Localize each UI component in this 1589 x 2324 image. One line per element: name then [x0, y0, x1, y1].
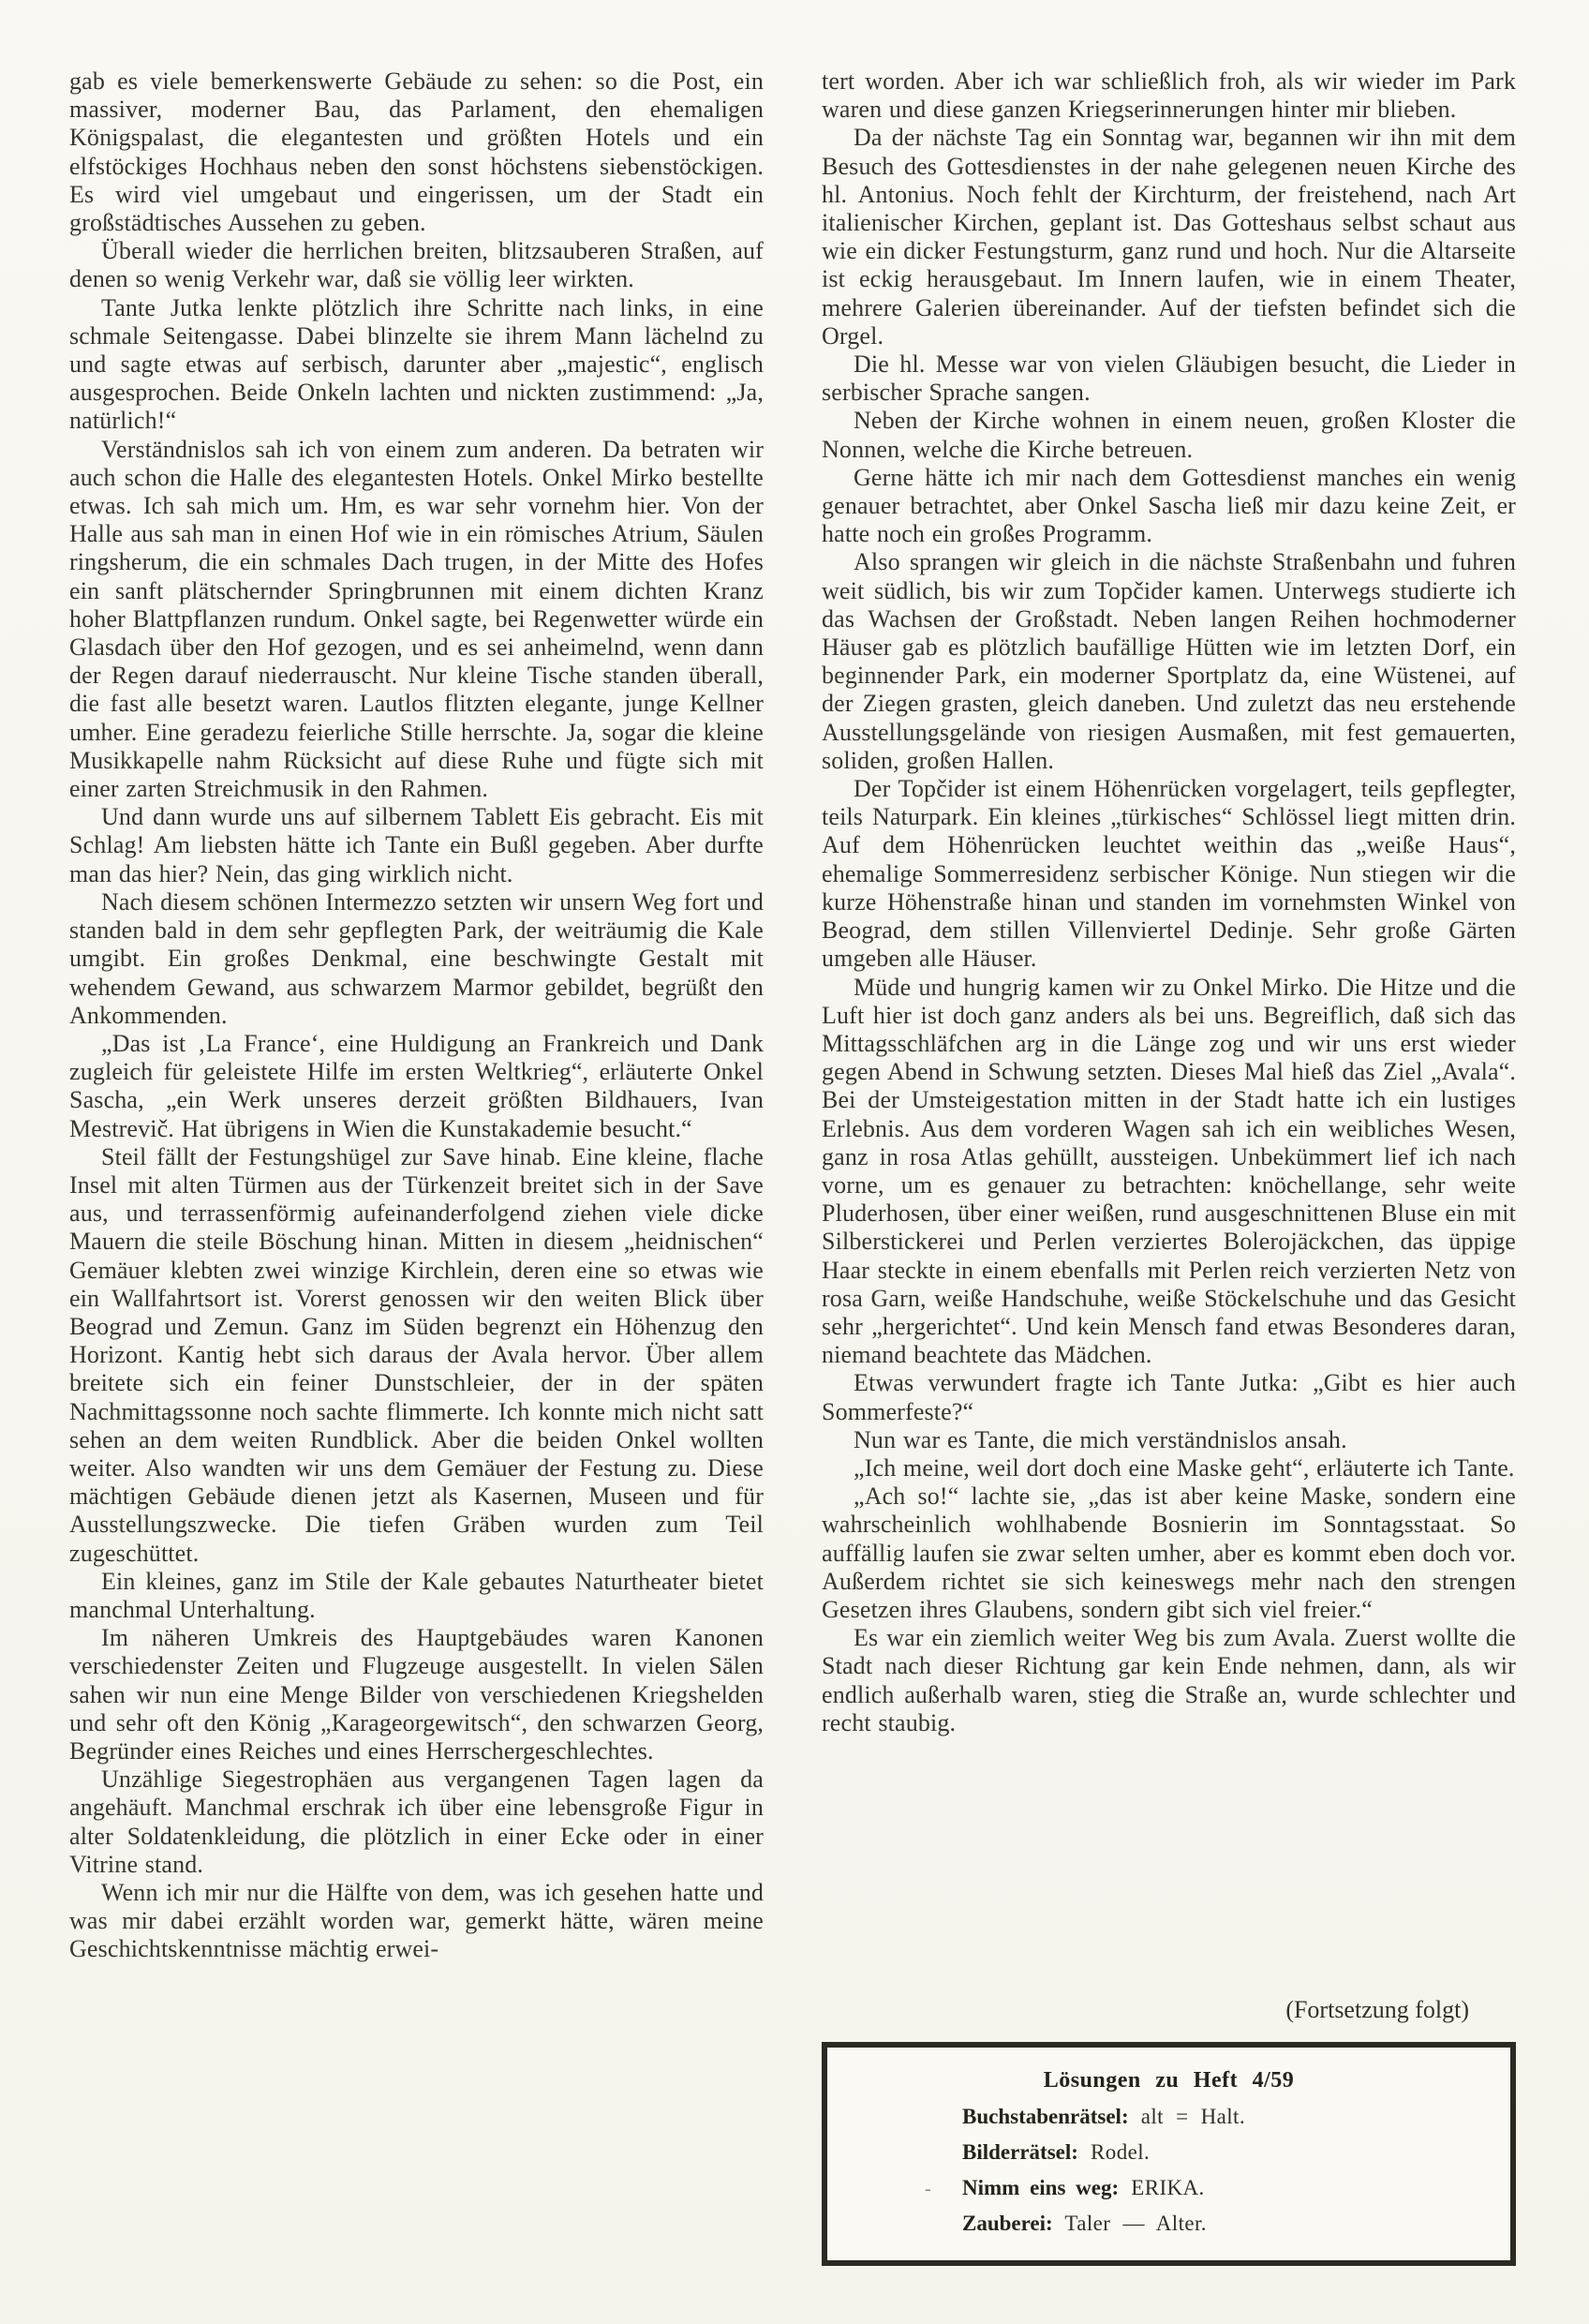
solution-label: Nimm eins weg:: [962, 2176, 1120, 2199]
article-columns: [69, 67, 1516, 2266]
paragraph: Steil fällt der Festungshügel zur Save hinab. Eine kleine, flache Insel mit alten Türmen aus der Türkenzeit breitet sich in der Save aus, und terrassenförmig aufeinanderfolgend ziehen viele dicke Mauern die steile Böschung hinan. Mitten in diesem „heidnischen“ Gemäuer klebten zwei winzige Kirchlein, deren eine so etwas wie ein Wallfahrtsort ist. Vorerst genossen wir den weiten Blick über Beograd und Zemun. Ganz im Süden begrenzt ein Höhenzug den Horizont. Kantig hebt sich daraus der Avala hervor. Über allem breitete sich ein feiner Dunstschleier, der in der späten Nachmittagssonne noch sachte flimmerte. Ich konnte mich nicht satt sehen an dem weiten Rundblick. Aber die beiden Onkel wollten weiter. Also wandten wir uns dem Gemäuer der Festung zu. Diese mächtigen Gebäude dienen jetzt als Kasernen, Museen und für Ausstellungszwecke. Die tiefen Gräben wurden zum Teil zugeschüttet.: [69, 1142, 764, 1567]
paragraph: gab es viele bemerkenswerte Gebäude zu sehen: so die Post, ein massiver, moderner Bau, das Parlament, den ehemaligen Königspalast, die elegantesten und größten Hotels und ein elfstöckiges Hochhaus neben den sonst höchstens siebenstöckigen. Es wird viel umgebaut und eingerissen, um der Stadt ein großstädtisches Aussehen zu geben.: [69, 67, 764, 237]
paragraph: Neben der Kirche wohnen in einem neuen, großen Kloster die Nonnen, welche die Kirche betreuen.: [822, 407, 1516, 463]
paragraph: Die hl. Messe war von vielen Gläubigen besucht, die Lieder in serbischer Sprache sangen.: [822, 350, 1516, 407]
solution-value: alt = Halt.: [1128, 2105, 1245, 2128]
solution-label: Bilderrätsel:: [962, 2140, 1078, 2164]
solution-label: Buchstabenrätsel:: [962, 2105, 1129, 2128]
solution-row: [852, 2175, 1486, 2200]
paragraph: Ein kleines, ganz im Stile der Kale gebautes Naturtheater bietet manchmal Unterhaltung.: [69, 1567, 764, 1623]
left-column-text: [69, 67, 764, 1964]
right-column-text: [822, 67, 1516, 1737]
paragraph: Etwas verwundert fragte ich Tante Jutka: „Gibt es hier auch Sommerfeste?“: [822, 1369, 1516, 1425]
solution-row: [852, 2211, 1486, 2236]
paragraph: Verständnislos sah ich von einem zum anderen. Da betraten wir auch schon die Halle des elegantesten Hotels. Onkel Mirko bestellte etwas. Ich sah mich um. Hm, es war sehr vornehm hier. Von der Halle aus sah man in einen Hof wie in ein römisches Atrium, Säulen ringsherum, die ein schmales Dach trugen, in der Mitte des Hofes ein sanft plätschernder Springbrunnen mit einem dichten Kranz hoher Blattpflanzen rundum. Onkel sagte, bei Regenwetter würde ein Glasdach über den Hof gezogen, und es sei anheimelnd, wenn dann der Regen darauf niederrauscht. Nur kleine Tische standen überall, die fast alle besetzt waren. Lautlos flitzten elegante, junge Kellner umher. Eine geradezu feierliche Stille herrschte. Ja, sogar die kleine Musikkapelle nahm Rücksicht auf diese Ruhe und fügte sich mit einer zarten Streichmusik in den Rahmen.: [69, 435, 764, 803]
paragraph: Wenn ich mir nur die Hälfte von dem, was ich gesehen hatte und was mir dabei erzählt worden war, gemerkt hätte, wären meine Geschichtskenntnisse mächtig erwei-: [69, 1879, 764, 1963]
paragraph: „Ich meine, weil dort doch eine Maske geht“, erläuterte ich Tante.: [854, 1453, 1515, 1482]
paragraph: Nun war es Tante, die mich verständnislos ansah.: [854, 1425, 1347, 1453]
stray-dash-mark: -: [925, 2179, 931, 2199]
right-column: [822, 67, 1516, 2266]
paragraph: Nach diesem schönen Intermezzo setzten wir unsern Weg fort und standen bald in dem sehr gepflegten Park, der weiträumig die Kale umgibt. Ein großes Denkmal, eine beschwingte Gestalt mit wehendem Gewand, aus schwarzem Marmor gebildet, begrüßt den Ankommenden.: [69, 887, 764, 1029]
paragraph: Überall wieder die herrlichen breiten, blitzsauberen Straßen, auf denen so wenig Verkehr war, daß sie völlig leer wirkten.: [69, 237, 764, 293]
solution-value: ERIKA.: [1119, 2176, 1205, 2199]
left-column: [69, 67, 764, 2266]
solution-value: Taler — Alter.: [1052, 2212, 1207, 2235]
paragraph: Tante Jutka lenkte plötzlich ihre Schritte nach links, in eine schmale Seitengasse. Dabei blinzelte sie ihrem Mann lächelnd zu und sagte etwas auf serbisch, darunter aber „majestic“, englisch ausgesprochen. Beide Onkeln lachten und nickten zustimmend: „Ja, natürlich!“: [69, 293, 764, 435]
solutions-box: [822, 2042, 1516, 2266]
paragraph: Im näheren Umkreis des Hauptgebäudes waren Kanonen verschiedenster Zeiten und Flugzeuge ausgestellt. In vielen Sälen sahen wir nun eine Menge Bilder von verschiedenen Kriegshelden und sehr oft den König „Karageorgewitsch“, den schwarzen Georg, Begründer eines Reiches und eines Herrschergeschlechtes.: [69, 1624, 764, 1765]
solution-value: Rodel.: [1077, 2140, 1151, 2164]
solution-row: [852, 2139, 1486, 2165]
paragraph: Unzählige Siegestrophäen aus vergangenen Tagen lagen da angehäuft. Manchmal erschrak ich über eine lebensgroße Figur in alter Soldatenkleidung, die plötzlich in einer Ecke oder in einer Vitrine stand.: [69, 1765, 764, 1878]
paragraph: Der Topčider ist einem Höhenrücken vorgelagert, teils gepflegter, teils Naturpark. Ein kleines „türkisches“ Schlössel liegt mitten drin. Auf dem Höhenrücken leuchtet weithin das „weiße Haus“, ehemalige Sommerresidenz serbischer Könige. Nun stiegen wir die kurze Höhenstraße hinan und standen im vornehmsten Winkel von Beograd, dem stillen Villenviertel Dedinje. Sehr große Gärten umgeben alle Häuser.: [822, 775, 1516, 973]
solution-label: Zauberei:: [962, 2212, 1053, 2235]
solution-row: [852, 2104, 1486, 2129]
paragraph: Und dann wurde uns auf silbernem Tablett Eis gebracht. Eis mit Schlag! Am liebsten hätte ich Tante ein Bußl gegeben. Aber durfte man das hier? Nein, das ging wirklich nicht.: [69, 803, 764, 887]
solutions-items: [852, 2104, 1486, 2236]
paragraph: Also sprangen wir gleich in die nächste Straßenbahn und fuhren weit südlich, bis wir zum Topčider kamen. Unterwegs studierte ich das Wachsen der Großstadt. Neben langen Reihen hochmoderner Häuser gab es plötzlich baufällige Hütten wie im letzten Dorf, ein beginnender Park, ein moderner Sportplatz da, eine Wüstenei, auf der Ziegen grasten, gleich daneben. Und zuletzt das neu erstehende Ausstellungsgelände von riesigen Ausmaßen, mit fest gemauerten, soliden, großen Hallen.: [822, 548, 1516, 774]
paragraph: „Ach so!“ lachte sie, „das ist aber keine Maske, sondern eine wahrscheinlich wohlhabende Bosnierin im Sonntagsstaat. So auffällig laufen sie zwar selten umher, aber es kommt eben doch vor. Außerdem richtet sie sich keineswegs mehr nach den strengen Gesetzen ihres Glaubens, sondern gibt sich viel freier.“: [822, 1482, 1516, 1623]
paragraph: Da der nächste Tag ein Sonntag war, begannen wir ihn mit dem Besuch des Gottesdienstes in der nahe gelegenen neuen Kirche des hl. Antonius. Noch fehlt der Kirchturm, der freistehend, nach Art italienischer Kirchen, geplant ist. Das Gotteshaus selbst schaut aus wie ein dicker Festungsturm, ganz rund und hoch. Nur die Altarseite ist eckig herausgebaut. Im Innern laufen, wie in einem Theater, mehrere Galerien übereinander. Auf der tiefsten befindet sich die Orgel.: [822, 124, 1516, 350]
paragraph: Gerne hätte ich mir nach dem Gottesdienst manches ein wenig genauer betrachtet, aber Onkel Sascha ließ mir dazu keine Zeit, er hatte noch ein großes Programm.: [822, 463, 1516, 548]
continuation-note: (Fortsetzung folgt): [1285, 1996, 1469, 2023]
solutions-box-title: Lösungen zu Heft 4/59: [1043, 2068, 1295, 2093]
paragraph: tert worden. Aber ich war schließlich froh, als wir wieder im Park waren und diese ganzen Kriegserinnerungen hinter mir blieben.: [822, 67, 1516, 124]
paragraph: Müde und hungrig kamen wir zu Onkel Mirko. Die Hitze und die Luft hier ist doch ganz anders als bei uns. Begreiflich, daß sich das Mittagsschläfchen arg in die Länge zog und wir uns erst wieder gegen Abend in Schwung setzten. Dieses Mal hieß das Ziel „Avala“. Bei der Umsteigestation mitten in der Stadt hatte ich ein lustiges Erlebnis. Aus dem vorderen Wagen sah ich ein weibliches Wesen, ganz in rosa Atlas gehüllt, aussteigen. Unbekümmert lief ich nach vorne, um es genauer zu betrachten: knöchellange, sehr weite Pluderhosen, über einer weißen, rund ausgeschnittenen Bluse ein mit Silberstickerei und Perlen verziertes Bolerojäckchen, das üppige Haar steckte in einem ebenfalls mit Perlen reich verzierten Netz von rosa Garn, weiße Handschuhe, weiße Stöckelschuhe und das Gesicht sehr „hergerichtet“. Und kein Mensch fand etwas Besonderes daran, niemand beachtete das Mädchen.: [822, 973, 1516, 1369]
paragraph: Es war ein ziemlich weiter Weg bis zum Avala. Zuerst wollte die Stadt nach dieser Richtung gar kein Ende nehmen, dann, als wir endlich außerhalb waren, stieg die Straße an, wurde schlechter und recht staubig.: [822, 1624, 1516, 1736]
paragraph: „Das ist ‚La France‘, eine Huldigung an Frankreich und Dank zugleich für geleistete Hilfe im ersten Weltkrieg“, erläuterte Onkel Sascha, „ein Werk unseres derzeit größten Bildhauers, Ivan Mestrevič. Hat übrigens in Wien die Kunstakademie besucht.“: [69, 1029, 764, 1142]
